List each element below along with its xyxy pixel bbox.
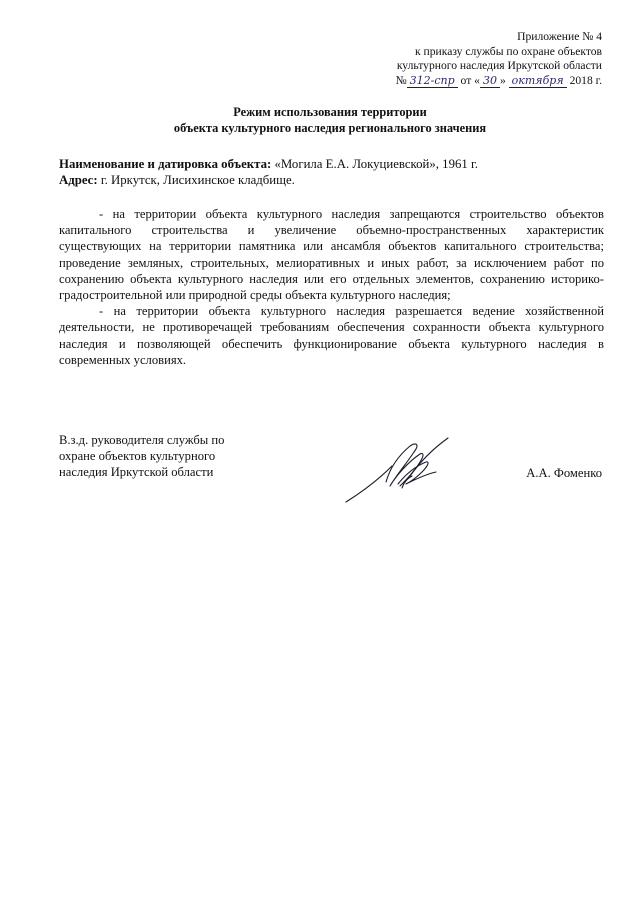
appendix-number: Приложение № 4 xyxy=(517,30,602,43)
signatory-position-line-1: В.з.д. руководителя службы по xyxy=(59,433,225,447)
signatory-position-line-3: наследия Иркутской области xyxy=(59,465,214,480)
permissions-paragraph: - на территории объекта культурного наследия разрешается ведение хозяйственной деятельности, не противоречащей требованиям обеспечения сохранности объекта культурного наследия и позволяющей обеспечить функционирование объекта культурного наследия в современных условиях. xyxy=(59,304,604,367)
title-line-1: Режим использования территории xyxy=(233,105,427,119)
appendix-order-number-date xyxy=(322,74,602,89)
title-line-2: объекта культурного наследия регионального значения xyxy=(173,121,487,135)
appendix-header xyxy=(322,30,602,88)
order-date-close: » xyxy=(499,73,506,87)
order-number-prefix: № xyxy=(395,73,407,87)
order-date-day-handwritten: 30 xyxy=(480,75,500,88)
object-name-row xyxy=(59,156,604,172)
appendix-order-reference: к приказу службы по охране объектов xyxy=(415,44,602,58)
object-address-row xyxy=(59,172,604,188)
prohibitions-paragraph: - на территории объекта культурного наследия запрещаются строительство объектов капитального строительства и увеличение объемно-пространственных характеристик существующих на территории памятника или ансамбля объектов капитального строительства; проведение земляных, строительных, мелиоративных и иных работ, за исключением работ по сохранению объекта культурного наследия или его отдельных элементов, сохранению историко-градостроительной или природной среды объекта культурного наследия; xyxy=(59,207,604,303)
order-date-month-handwritten: октября xyxy=(509,75,567,88)
object-address-value: г. Иркутск, Лисихинское кладбище. xyxy=(97,173,295,187)
object-address-label: Адрес: xyxy=(59,173,98,187)
document-title xyxy=(60,104,600,136)
signatory-position-line-2: охране объектов культурного xyxy=(59,449,216,464)
handwritten-signature xyxy=(340,432,460,506)
object-name-label: Наименование и датировка объекта: xyxy=(59,157,272,171)
signatory-name: А.А. Фоменко xyxy=(526,466,602,480)
object-name-value: «Могила Е.А. Локуциевской», 1961 г. xyxy=(271,157,478,171)
appendix-authority: культурного наследия Иркутской области xyxy=(396,59,602,73)
regime-body xyxy=(59,206,604,368)
signatory-position xyxy=(59,432,296,481)
order-number-handwritten: 312-спр xyxy=(407,75,458,88)
object-meta xyxy=(59,156,604,188)
order-date-year: 2018 г. xyxy=(569,73,602,87)
order-date-from: от « xyxy=(460,73,480,87)
